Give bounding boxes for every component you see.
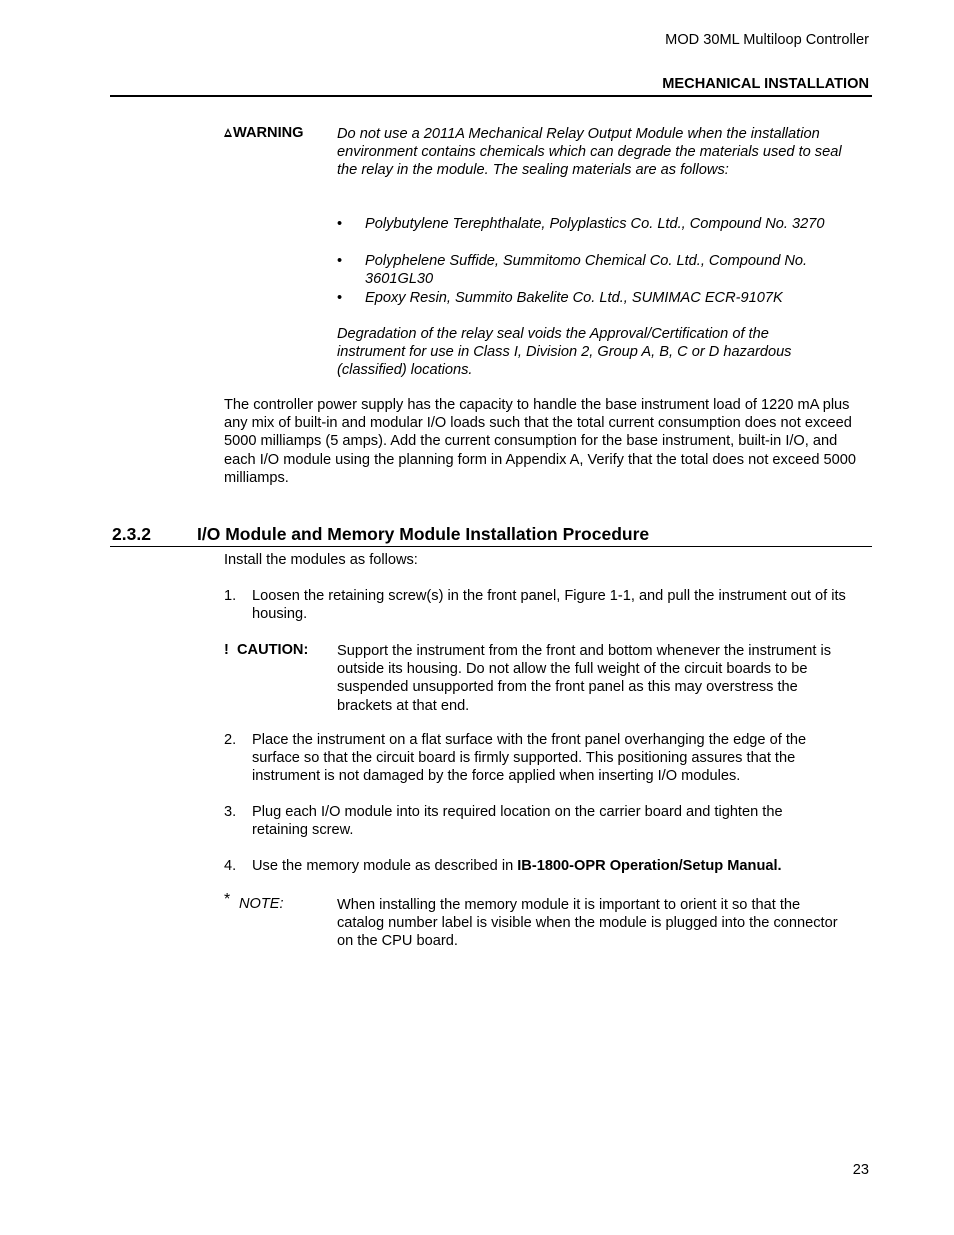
page-number: 23	[852, 1162, 869, 1178]
bullet-icon: •	[337, 290, 343, 306]
power-paragraph: The controller power supply has the capacity to handle the base instrument load of 1220 mA plus any mix of built-in and modular I/O loads such that the total current consumption does not exceed 5000 milliamps (5 amps). Add the current consumption for the base instrument, built-in I/O, and each I/O module using the planning form in Appendix A, Verify that the total does not exceed 5000 milliamps.	[224, 397, 857, 486]
bullet-icon: •	[337, 253, 343, 269]
header-rule	[110, 95, 872, 97]
manual-reference: IB-1800-OPR Operation/Setup Manual.	[517, 858, 782, 874]
caution-label-text: CAUTION:	[236, 642, 309, 658]
warning-intro: Do not use a 2011A Mechanical Relay Output Module when the installation environment contains chemicals which can degrade the materials used to seal the relay in the module. The sealing materials are as follows:	[337, 126, 842, 179]
step-text: Place the instrument on a flat surface with the front panel overhanging the edge of the surface so that the circuit board is firmly supported. This positioning assures that the instrument is not damaged by the force applied when inserting I/O modules.	[252, 732, 807, 785]
section-header: MECHANICAL INSTALLATION	[662, 76, 869, 92]
warning-label	[224, 125, 304, 141]
step-number: 3.	[224, 804, 237, 820]
bullet-text: Polybutylene Terephthalate, Polyplastics Co. Ltd., Compound No. 3270	[365, 216, 825, 232]
bullet-text: Polyphelene Suffide, Summitomo Chemical Co. Ltd., Compound No. 3601GL30	[365, 253, 808, 288]
step-number: 4.	[224, 858, 237, 874]
bullet-text: Epoxy Resin, Summito Bakelite Co. Ltd., SUMIMAC ECR-9107K	[365, 290, 783, 306]
warning-triangle-icon	[224, 128, 232, 137]
section-number: 2.3.2	[112, 524, 151, 544]
caution-text: Support the instrument from the front and bottom whenever the instrument is outside its housing. Do not allow the full weight of the circuit boards to be suspended unsupported from the front panel as this may overstress the brackets at that end.	[337, 643, 832, 714]
caution-label	[224, 642, 308, 658]
step-text-prefix: Use the memory module as described in	[252, 858, 518, 874]
note-text: When installing the memory module it is important to orient it so that the catalog number label is visible when the module is plugged into the connector on the CPU board.	[337, 897, 838, 950]
document-title: MOD 30ML Multiloop Controller	[665, 32, 869, 48]
warning-label-text: WARNING	[233, 125, 304, 141]
bullet-icon: •	[337, 216, 343, 232]
step-text	[252, 857, 872, 875]
step-text: Plug each I/O module into its required location on the carrier board and tighten the retaining screw.	[252, 804, 783, 839]
note-label: NOTE:	[239, 896, 284, 912]
section-rule	[110, 546, 872, 547]
step-number: 1.	[224, 588, 237, 604]
step-text: Loosen the retaining screw(s) in the front panel, Figure 1-1, and pull the instrument out of its housing.	[252, 588, 846, 623]
exclamation-icon: !	[224, 642, 229, 658]
section-title: I/O Module and Memory Module Installation Procedure	[197, 524, 650, 544]
section-intro: Install the modules as follows:	[224, 552, 418, 568]
warning-closing: Degradation of the relay seal voids the Approval/Certification of the instrument for use in Class I, Division 2, Group A, B, C or D hazardous (classified) locations.	[337, 326, 792, 379]
step-number: 2.	[224, 732, 237, 748]
asterisk-icon: *	[224, 891, 231, 908]
